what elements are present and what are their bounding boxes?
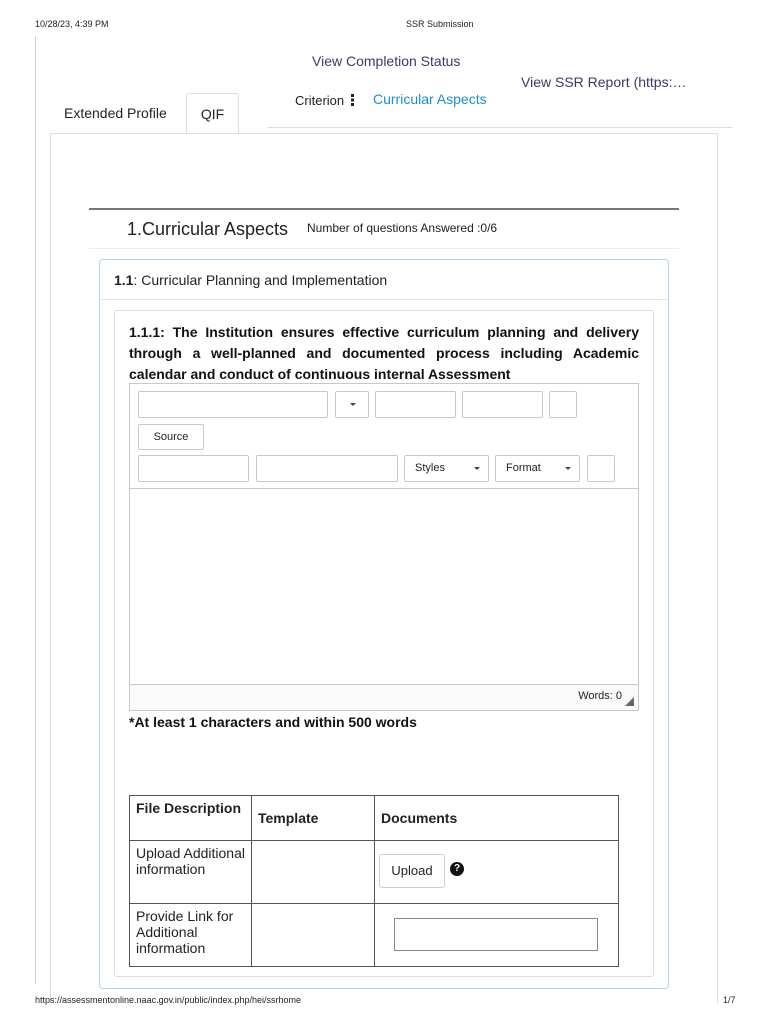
row-description: Provide Link for Additional information xyxy=(130,904,252,967)
toolbar-button-group-1[interactable] xyxy=(375,391,456,418)
additional-info-link-input[interactable] xyxy=(394,918,598,951)
upload-button[interactable]: Upload xyxy=(379,854,445,888)
toolbar-button-group-4[interactable] xyxy=(256,455,398,482)
row-template xyxy=(252,841,375,904)
col-template: Template xyxy=(252,796,375,841)
questions-answered-count: Number of questions Answered :0/6 xyxy=(307,221,498,235)
col-file-description: File Description xyxy=(130,796,252,841)
tab-qif[interactable]: QIF xyxy=(186,93,239,133)
footer-page-number: 1/7 xyxy=(723,995,736,1005)
page-left-border xyxy=(35,36,36,984)
print-title: SSR Submission xyxy=(406,19,474,29)
editor-content-area[interactable] xyxy=(130,489,638,684)
help-icon[interactable]: ? xyxy=(450,862,464,876)
metric-title: : Curricular Planning and Implementation xyxy=(133,272,388,288)
section-title: 1.Curricular Aspects xyxy=(127,219,289,239)
toolbar-button-group-3[interactable] xyxy=(138,455,249,482)
footer-url: https://assessmentonline.naac.gov.in/public/index.php/hei/ssrhome xyxy=(35,995,301,1005)
format-label: Format xyxy=(506,462,541,474)
section-top-rule xyxy=(89,208,679,210)
row-description: Upload Additional information xyxy=(130,841,252,904)
rich-text-editor xyxy=(129,383,639,711)
styles-dropdown[interactable] xyxy=(404,455,489,482)
editor-toolbar xyxy=(130,384,638,489)
editor-statusbar xyxy=(130,684,638,710)
criterion-selector[interactable] xyxy=(295,93,355,108)
view-completion-status-link[interactable]: View Completion Status xyxy=(312,53,461,69)
source-button[interactable]: Source xyxy=(138,424,204,450)
table-row xyxy=(130,841,619,904)
toolbar-button-small[interactable] xyxy=(549,391,577,418)
col-documents: Documents xyxy=(375,796,619,841)
criterion-current-link[interactable]: Curricular Aspects xyxy=(373,91,487,107)
question-text: 1.1.1: The Institution ensures effective curriculum planning and delivery through a well-planned and documented process including Academic calendar and conduct of continuous internal Assessment xyxy=(129,324,639,382)
chevron-down-icon xyxy=(350,403,356,406)
metric-heading xyxy=(114,272,387,288)
metric-number: 1.1 xyxy=(114,272,134,288)
toolbar-button-small-2[interactable] xyxy=(587,455,615,482)
view-ssr-report-link[interactable]: View SSR Report (https:… xyxy=(521,74,687,90)
table-header-row xyxy=(130,796,619,841)
criterion-label: Criterion xyxy=(295,93,345,108)
tab-extended-profile[interactable]: Extended Profile xyxy=(64,105,167,121)
print-datetime: 10/28/23, 4:39 PM xyxy=(35,19,109,29)
toolbar-size-dropdown[interactable] xyxy=(335,391,369,418)
toolbar-font-field[interactable] xyxy=(138,391,328,418)
format-dropdown[interactable] xyxy=(495,455,580,482)
styles-label: Styles xyxy=(415,462,445,474)
chevron-down-icon xyxy=(474,467,480,470)
row-template xyxy=(252,904,375,967)
word-count: Words: 0 xyxy=(578,690,622,702)
chevron-down-icon xyxy=(565,467,571,470)
tabs-underline xyxy=(268,127,732,128)
section-bottom-rule xyxy=(89,248,679,249)
toolbar-button-group-2[interactable] xyxy=(462,391,543,418)
resize-grip-icon[interactable] xyxy=(625,697,634,706)
kebab-vertical-icon xyxy=(351,94,355,106)
word-limit-hint: *At least 1 characters and within 500 words xyxy=(129,714,417,730)
